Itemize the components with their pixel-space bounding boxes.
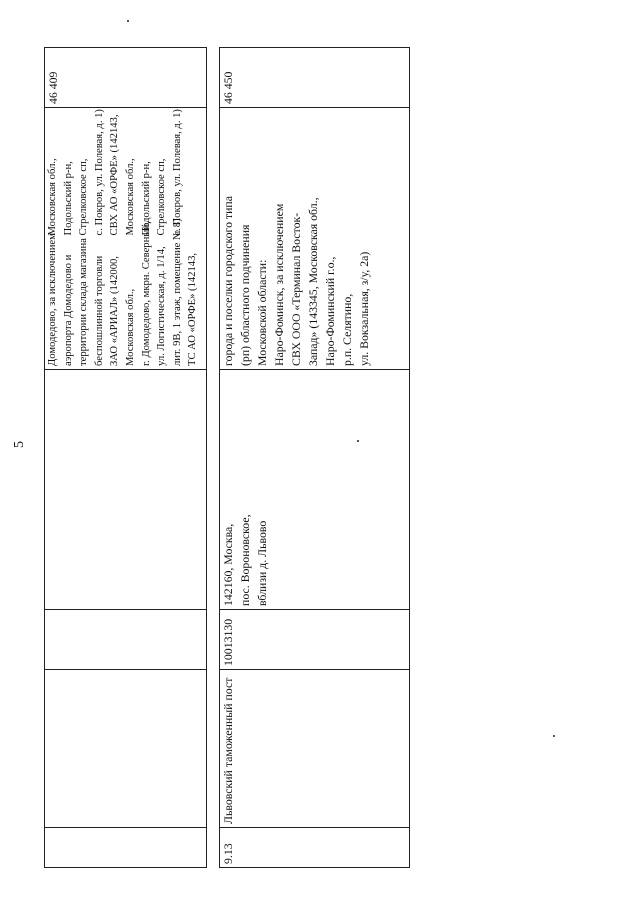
upper-table <box>44 47 207 868</box>
region-line: с. Покров, ул. Полевая, д. 1) <box>93 109 105 236</box>
region-line: Подольский р-н, <box>62 161 74 236</box>
region-line: Московской области: <box>255 259 269 366</box>
region-line: Московская обл., <box>124 158 136 236</box>
lower-table <box>219 47 410 868</box>
region-line: с. Покров, ул. Полевая, д. 1) <box>171 109 183 236</box>
address-line: 142160, Москва, <box>221 523 235 606</box>
region-line: СВХ АО «ОРФЕ» (142143, <box>109 114 121 236</box>
cell-address <box>45 370 207 610</box>
region-line: Домодедово, за исключением <box>47 233 58 366</box>
region-line: Наро-Фоминск, за исключением <box>272 203 286 366</box>
region-line: ТС АО «ОРФЕ» (142143, <box>187 252 199 366</box>
table-row <box>220 48 410 868</box>
cell-value: 46 409 <box>45 48 207 108</box>
region-line: Подольский р-н, <box>140 161 152 236</box>
cell-region <box>220 108 410 370</box>
cell-name <box>45 670 207 828</box>
cell-num <box>45 828 207 868</box>
region-line: Запад» (143345, Московская обл., <box>306 197 320 366</box>
region-line: г. Домодедово, мкрн. Северный, <box>140 221 152 366</box>
cell-code <box>45 610 207 670</box>
address-line: вблизи д. Львово <box>255 520 269 606</box>
cell-code: 10013130 <box>220 610 410 670</box>
cell-address <box>220 370 410 610</box>
cell-num: 9.13 <box>220 828 410 868</box>
region-line: Наро-Фоминский г.о., <box>323 256 337 366</box>
region-line: беспошлинной торговли <box>93 255 105 366</box>
cell-name: Львовский таможенный пост <box>220 670 410 828</box>
scan-speck <box>357 440 359 442</box>
region-line: аэропорта Домодедово и <box>62 254 74 366</box>
region-line: лит. 9В, 1 этаж, помещение № 8) <box>171 218 183 366</box>
region-line: СВХ ООО «Терминал Восток- <box>289 212 303 366</box>
region-line: Московская обл., <box>124 288 136 366</box>
page-number: 5 <box>12 441 27 448</box>
region-line: Стрелковское сп, <box>156 158 168 236</box>
region-line: ул. Логистическая, д. 1/14, <box>156 246 168 366</box>
table-row <box>45 48 207 868</box>
region-line: ул. Вокзальная, з/у, 2а) <box>357 251 371 366</box>
region-line: территории склада магазина <box>78 238 90 366</box>
address-line: пос. Вороновское, <box>238 514 252 606</box>
scan-speck <box>553 735 555 737</box>
rotated-table-area <box>44 48 411 868</box>
region-line: Стрелковское сп, <box>78 158 90 236</box>
region-line: (рп) областного подчинения <box>238 224 252 366</box>
cell-value: 46 450 <box>220 48 410 108</box>
region-line: Московская обл., <box>47 158 58 236</box>
region-line: города и поселки городского типа <box>221 196 235 366</box>
region-line: р.п. Селятино, <box>340 293 354 366</box>
scan-speck <box>127 20 129 22</box>
rotated-content <box>44 48 411 868</box>
cell-region <box>45 108 207 370</box>
region-line: ЗАО «АРИАЛ» (142000, <box>109 256 121 366</box>
